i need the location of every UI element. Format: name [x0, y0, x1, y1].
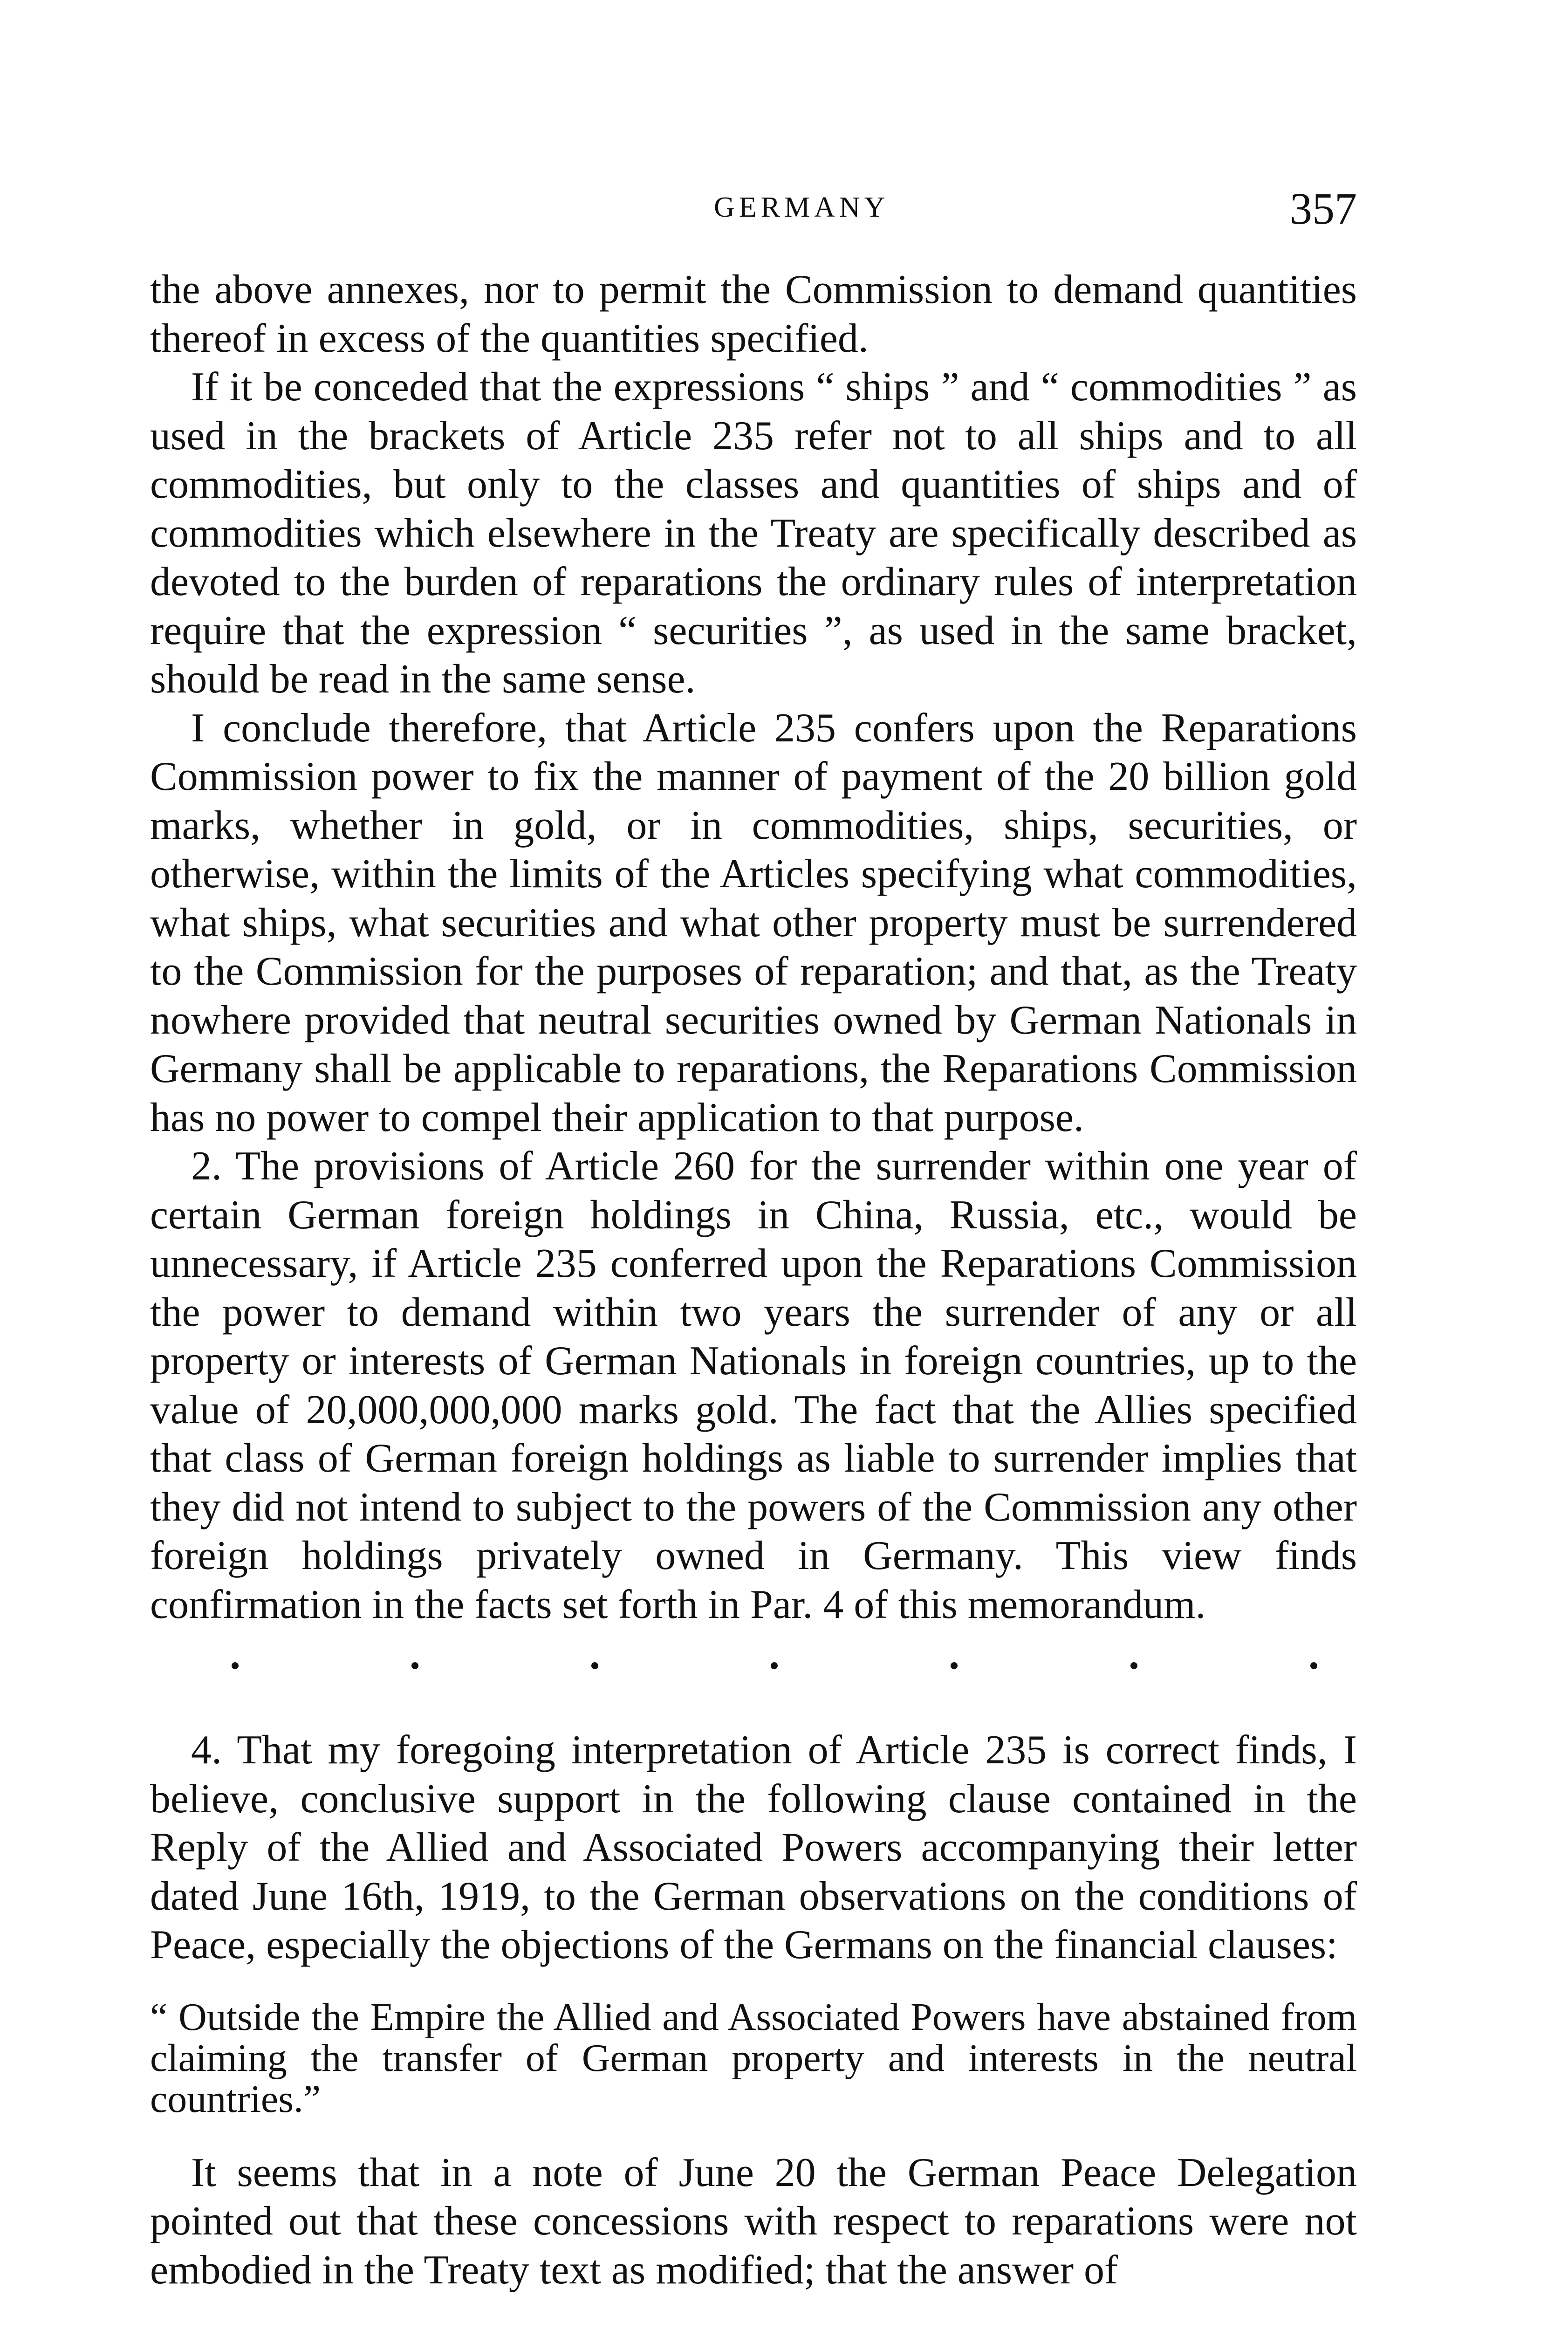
running-head	[150, 183, 1357, 239]
paragraph-point-2: 2. The provisions of Article 260 for the surrender within one year of certain German foreign holdings in China, Russia, etc., would be unnecessary, if Article 235 conferred upon the Reparations Commission the power to demand within two years the surrender of any or all property or interests of German Nationals in foreign countries, up to the value of 20,000,000,000 marks gold. The fact that the Allies specified that class of German foreign holdings as liable to surrender implies that they did not intend to subject to the powers of the Commission any other foreign holdings privately owned in Germany. This view finds confirmation in the facts set forth in Par. 4 of this memorandum.	[150, 1144, 1357, 1627]
block-quote: “ Outside the Empire the Allied and Associated Powers have abstained from claiming the transfer of German property and interests in the neutral countries.”	[150, 1995, 1357, 2121]
page-number: 357	[1290, 184, 1357, 233]
paragraph-german-note: It seems that in a note of June 20 the German Peace Delegation pointed out that these concessions with respect to reparations were not embodied in the Treaty text as modified; that the answer of	[150, 2150, 1357, 2293]
paragraph-continuation: the above annexes, nor to permit the Commission to demand quantities thereof in excess of the quantities specified.	[150, 267, 1357, 361]
paragraph-expressions: If it be conceded that the expressions “ ships ” and “ commodities ” as used in the brackets of Article 235 refer not to all ships and to all commodities, but only to the classes and quantities of ships and of commodities which elsewhere in the Treaty are specifically described as devoted to the burden of reparations the ordinary rules of interpretation require that the expression “ securities ”, as used in the same bracket, should be read in the same sense.	[150, 364, 1357, 702]
ellipsis-separator	[232, 1656, 1317, 1675]
separator-dot	[232, 1662, 239, 1669]
separator-dot	[951, 1662, 958, 1669]
separator-dot	[411, 1662, 418, 1669]
separator-dot	[591, 1662, 598, 1669]
body-text	[150, 266, 1357, 2295]
paragraph-point-4: 4. That my foregoing interpretation of Article 235 is correct finds, I believe, conclusive support in the following clause contained in the Reply of the Allied and Associated Powers accompanying their letter dated June 16th, 1919, to the German observations on the conditions of Peace, especially the objections of the Germans on the financial clauses:	[150, 1727, 1357, 1967]
paragraph-conclusion: I conclude therefore, that Article 235 confers upon the Reparations Commission power to fix the manner of payment of the 20 billion gold marks, whether in gold, or in commodities, ships, securities, or otherwise, within the limits of the Articles specifying what commodities, what ships, what securities and what other property must be surrendered to the Commission for the purposes of reparation; and that, as the Treaty nowhere provided that neutral securities owned by German Nationals in Germany shall be applicable to reparations, the Reparations Commission has no power to compel their application to that purpose.	[150, 705, 1357, 1140]
running-title: GERMANY	[714, 192, 890, 223]
separator-dot	[1310, 1662, 1317, 1669]
separator-dot	[1130, 1662, 1137, 1669]
separator-dot	[771, 1662, 778, 1669]
